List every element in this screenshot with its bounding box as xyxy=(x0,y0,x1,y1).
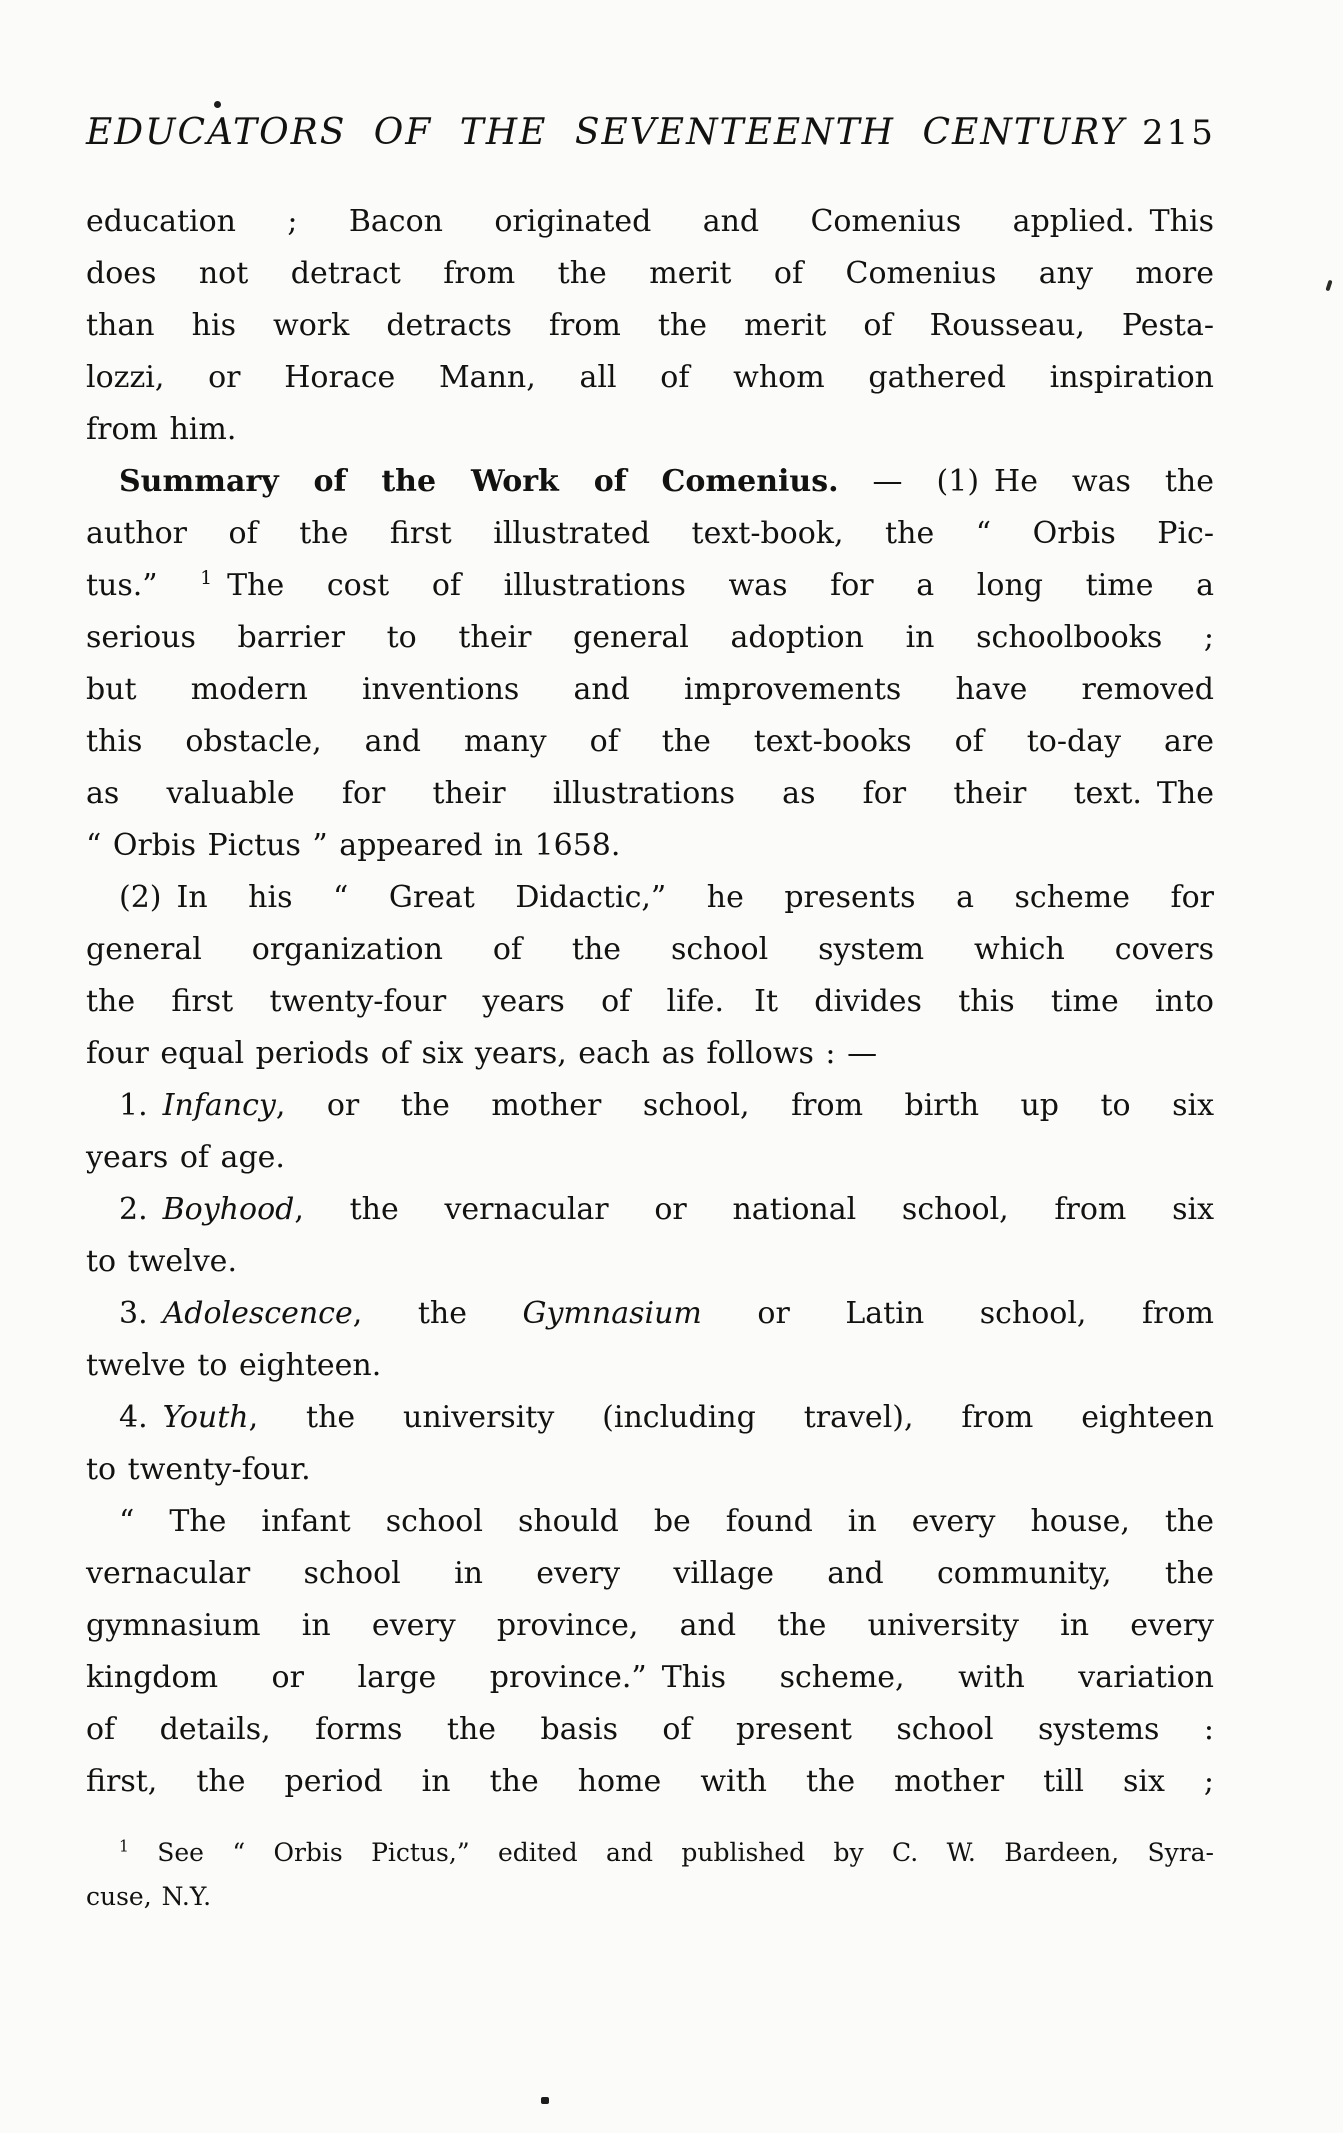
text-line xyxy=(86,456,1214,508)
text-segment: (2) In his “ Great Didactic,” he presents a scheme for xyxy=(119,880,1214,915)
text-line xyxy=(86,1831,1214,1875)
text-line xyxy=(86,612,1214,664)
text-line xyxy=(86,1444,1214,1496)
text-segment: , or the mother school, from birth up to six xyxy=(275,1088,1214,1123)
text-segment: , the university (including travel), from eighteen xyxy=(248,1400,1214,1435)
text-segment: or Latin school, from xyxy=(701,1296,1214,1331)
text-line xyxy=(86,508,1214,560)
text-segment: general organization of the school system which covers xyxy=(86,932,1214,967)
text-line xyxy=(86,1392,1214,1444)
text-segment: to twenty-four. xyxy=(86,1452,311,1487)
text-segment: “ The infant school should be found in every house, the xyxy=(119,1504,1214,1539)
footnote xyxy=(86,1831,1214,1919)
text-segment: years of age. xyxy=(86,1140,285,1175)
text-line xyxy=(86,1600,1214,1652)
text-line xyxy=(86,1756,1214,1808)
text-line xyxy=(86,248,1214,300)
page-body xyxy=(86,196,1214,1808)
text-segment: Youth xyxy=(162,1400,249,1435)
text-line xyxy=(86,976,1214,1028)
text-line xyxy=(86,404,1214,456)
text-line xyxy=(86,1236,1214,1288)
text-segment: to twelve. xyxy=(86,1244,237,1279)
text-line xyxy=(86,872,1214,924)
text-segment: , the xyxy=(352,1296,523,1331)
text-segment: 3. xyxy=(119,1296,163,1331)
text-segment: author of the first illustrated text-book, the “ Orbis Pic- xyxy=(86,516,1214,551)
text-segment: twelve to eighteen. xyxy=(86,1348,382,1383)
text-segment: 4. xyxy=(119,1400,163,1435)
running-head xyxy=(86,112,1214,153)
text-segment: 1. xyxy=(119,1088,163,1123)
text-line xyxy=(86,1875,1214,1919)
text-line xyxy=(86,716,1214,768)
running-head-title: EDUCATORS OF THE SEVENTEENTH CENTURY xyxy=(86,112,1126,153)
text-line xyxy=(86,196,1214,248)
scan-speck xyxy=(1325,280,1332,292)
text-line xyxy=(86,1132,1214,1184)
text-segment: serious barrier to their general adoption in schoolbooks ; xyxy=(86,620,1214,655)
text-segment: “ Orbis Pictus ” appeared in 1658. xyxy=(86,828,621,863)
text-segment: 2. xyxy=(119,1192,163,1227)
text-segment: cuse, N.Y. xyxy=(86,1882,212,1911)
text-segment: first, the period in the home with the mother till six ; xyxy=(86,1764,1214,1799)
text-line xyxy=(86,1288,1214,1340)
text-segment: See “ Orbis Pictus,” edited and published by C. W. Bardeen, Syra- xyxy=(128,1838,1214,1867)
text-line xyxy=(86,1184,1214,1236)
text-segment: Gymnasium xyxy=(522,1296,702,1331)
text-line xyxy=(86,1340,1214,1392)
text-segment: than his work detracts from the merit of Rousseau, Pesta- xyxy=(86,308,1214,343)
text-segment: The cost of illustrations was for a long time a xyxy=(212,568,1214,603)
text-segment: gymnasium in every province, and the university in every xyxy=(86,1608,1214,1643)
text-segment: four equal periods of six years, each as follows : — xyxy=(86,1036,878,1071)
page-number: 215 xyxy=(1141,113,1216,153)
text-line xyxy=(86,352,1214,404)
text-line xyxy=(86,1080,1214,1132)
text-segment: tus.” xyxy=(86,568,201,603)
text-segment: Adolescence xyxy=(162,1296,353,1331)
text-line xyxy=(86,300,1214,352)
text-line xyxy=(86,560,1214,612)
text-line xyxy=(86,924,1214,976)
text-line xyxy=(86,820,1214,872)
text-segment: of details, forms the basis of present school systems : xyxy=(86,1712,1214,1747)
text-line xyxy=(86,1704,1214,1756)
text-line xyxy=(86,1028,1214,1080)
scan-speck xyxy=(541,2097,549,2104)
text-segment: as valuable for their illustrations as for their text. The xyxy=(86,776,1214,811)
text-segment: , the vernacular or national school, from six xyxy=(294,1192,1214,1227)
text-segment: education ; Bacon originated and Comenius applied. This xyxy=(86,204,1214,239)
text-segment: Infancy xyxy=(162,1088,276,1123)
text-segment: does not detract from the merit of Comenius any more xyxy=(86,256,1214,291)
text-line xyxy=(86,1496,1214,1548)
text-segment: but modern inventions and improvements have removed xyxy=(86,672,1214,707)
text-segment: the first twenty-four years of life. It divides this time into xyxy=(86,984,1214,1019)
text-line xyxy=(86,768,1214,820)
text-segment: lozzi, or Horace Mann, all of whom gathered inspiration xyxy=(86,360,1214,395)
text-segment: Summary of the Work of Comenius. xyxy=(119,464,839,499)
footnote-marker: 1 xyxy=(119,1837,129,1856)
text-line xyxy=(86,664,1214,716)
scan-speck xyxy=(214,101,221,108)
text-segment: kingdom or large province.” This scheme, with variation xyxy=(86,1660,1214,1695)
text-segment: — (1) He was the xyxy=(838,464,1214,499)
text-line xyxy=(86,1652,1214,1704)
footnote-marker: 1 xyxy=(200,568,213,589)
text-segment: from him. xyxy=(86,412,237,447)
text-segment: Boyhood xyxy=(162,1192,295,1227)
text-line xyxy=(86,1548,1214,1600)
text-segment: this obstacle, and many of the text-books of to-day are xyxy=(86,724,1214,759)
text-segment: vernacular school in every village and community, the xyxy=(86,1556,1214,1591)
